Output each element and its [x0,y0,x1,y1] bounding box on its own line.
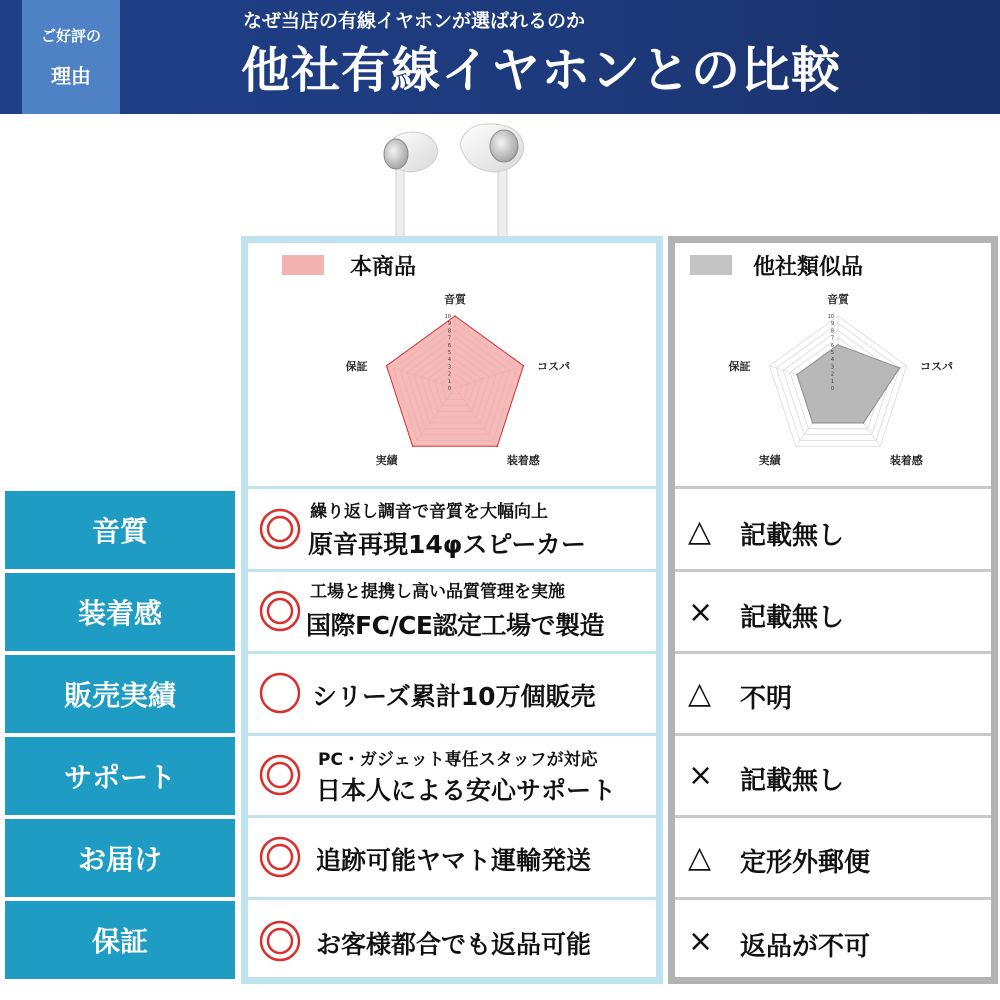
other-legend-swatch [690,255,732,275]
radar-tick-label: 3 [447,364,451,371]
other-legend-label: 他社類似品 [753,255,864,280]
badge-line1: ご好評の [40,27,101,45]
double-circle-icon [259,754,301,796]
radar-tick-label: 4 [447,357,451,364]
triangle-icon: △ [688,840,712,875]
radar-tick-label: 10 [827,314,834,320]
radar-tick-label: 6 [447,342,451,349]
radar-axis-label: 実績 [375,454,398,468]
radar-tick-label: 6 [830,342,834,349]
double-circle-icon [259,508,301,550]
radar-data-point [899,367,901,369]
ours-legend-label: 本商品 [350,255,417,280]
radar-axis-label: 保証 [728,359,751,373]
radar-tick-label: 0 [830,386,834,392]
radar-tick-label: 10 [444,314,451,320]
category-delivery: お届け [5,819,235,897]
radar-tick-label: 2 [830,371,834,378]
radar-tick-label: 9 [830,321,834,328]
radar-tick-label: 3 [830,364,834,371]
radar-data-point [812,422,814,424]
radar-tick-label: 5 [447,350,451,356]
row-sales-competitor: 不明 [740,684,793,714]
ours-legend-swatch [282,255,324,275]
radar-tick-label: 1 [830,378,834,385]
row-support-detail: PC・ガジェット専任スタッフが対応 [318,750,598,770]
radar-tick-label: 9 [447,321,451,328]
badge-line2: 理由 [51,64,91,88]
radar-axis-label: 保証 [345,359,368,373]
radar-axis-label: 実績 [758,454,781,468]
ours-radar-chart [345,288,570,470]
row-divider [675,815,991,818]
category-sales: 販売実績 [5,655,235,733]
radar-tick-label: 8 [447,328,451,335]
radar-axis-label: 音質 [827,293,849,306]
row-warranty-headline: お客様都合でも返品可能 [316,930,592,959]
row-sound-competitor: 記載無し [740,521,845,551]
row-delivery-competitor: 定形外郵便 [740,848,871,878]
radar-data-point [837,344,839,346]
row-fit-detail: 工場と提携し高い品質管理を実施 [310,582,565,602]
row-divider [248,815,656,818]
double-circle-icon [259,590,301,632]
row-divider [675,897,991,900]
category-warranty: 保証 [5,901,235,979]
radar-tick-label: 1 [447,378,451,385]
radar-tick-label: 7 [447,335,451,342]
radar-axis-label: コスパ [919,359,953,373]
double-circle-icon [259,920,301,962]
header-subtitle: なぜ当店の有線イヤホンが選ばれるのか [243,10,586,32]
competitor-radar-chart [728,288,953,470]
row-support-headline: 日本人による安心サポート [316,776,617,805]
radar-data-point [523,365,525,367]
radar-axis-label: コスパ [536,359,570,373]
radar-data-point [497,445,499,447]
row-sound-detail: 繰り返し調音で音質を大幅向上 [310,502,548,522]
double-circle-icon [259,836,301,878]
reason-badge [22,0,120,114]
row-fit-headline: 国際FC/CE認定工場で製造 [306,611,604,640]
radar-axis-label: 音質 [444,293,466,306]
category-sound: 音質 [5,491,235,569]
radar-axis-label: 装着感 [889,454,923,468]
row-divider [675,569,991,572]
category-support: サポート [5,737,235,815]
row-divider [248,569,656,572]
category-fit: 装着感 [5,573,235,651]
radar-tick-label: 4 [830,357,834,364]
row-divider [248,733,656,736]
row-warranty-competitor: 返品が不可 [740,932,871,962]
radar-axis-label: 装着感 [506,454,540,468]
radar-data-point [863,422,865,424]
radar-tick-label: 2 [447,371,451,378]
radar-data-area [387,316,524,446]
triangle-icon: △ [688,676,712,711]
row-divider [248,651,656,654]
radar-tick-label: 7 [830,335,834,342]
row-fit-competitor: 記載無し [740,603,845,633]
cross-icon: × [688,924,714,959]
page-title: 他社有線イヤホンとの比較 [241,42,842,99]
radar-data-point [454,315,456,317]
radar-data-point [796,374,798,376]
radar-data-point [386,365,388,367]
cross-icon: × [688,595,714,630]
row-delivery-headline: 追跡可能ヤマト運輸発送 [316,846,592,875]
row-divider [675,733,991,736]
radar-tick-label: 5 [830,350,834,356]
row-support-competitor: 記載無し [740,766,845,796]
row-divider [675,651,991,654]
radar-tick-label: 8 [830,328,834,335]
cross-icon: × [688,758,714,793]
row-divider [675,486,991,489]
row-sound-headline: 原音再現14φスピーカー [308,530,586,559]
radar-tick-label: 0 [447,386,451,392]
row-divider [248,486,656,489]
radar-data-point [412,445,414,447]
earphones-image [370,118,530,240]
circle-icon [259,672,301,714]
triangle-icon: △ [688,514,712,549]
row-sales-headline: シリーズ累計10万個販売 [312,682,596,711]
row-divider [248,897,656,900]
